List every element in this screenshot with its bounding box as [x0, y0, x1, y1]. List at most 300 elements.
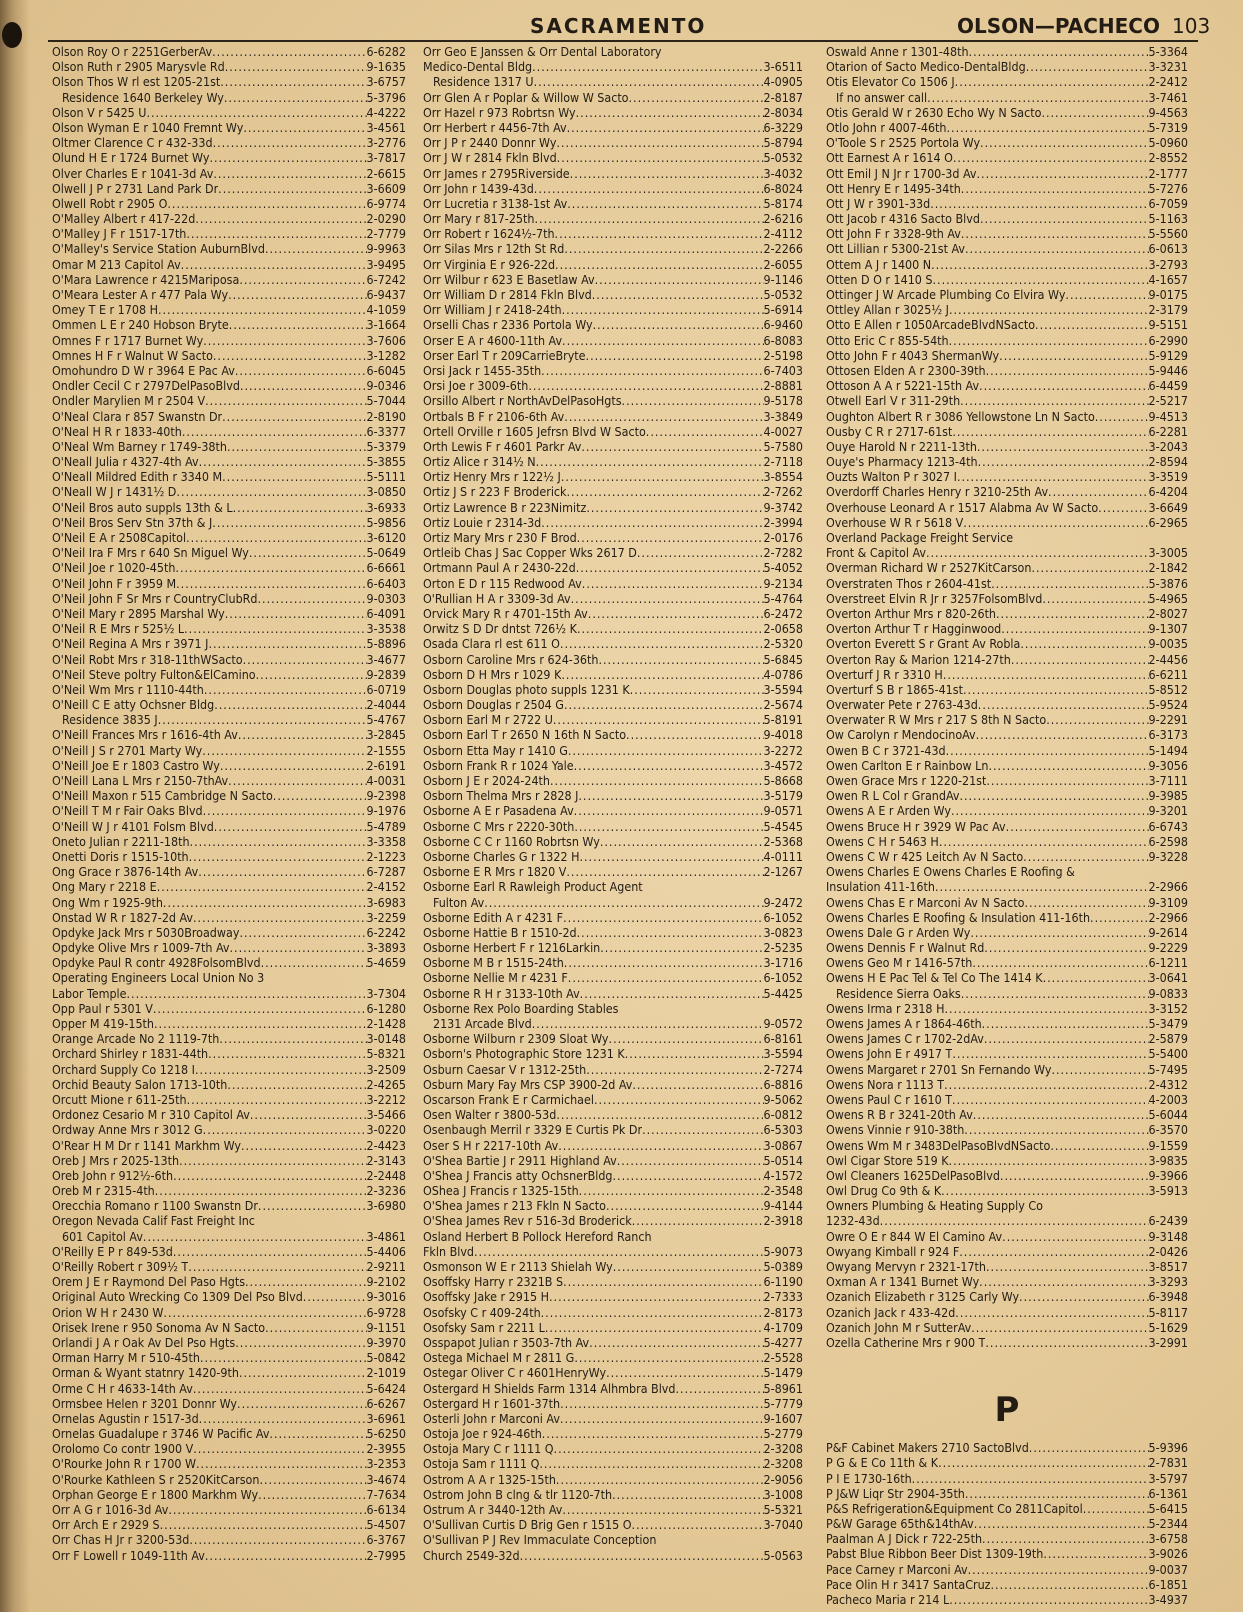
listing-name: O'Neil E A r 2508Capitol [52, 530, 187, 545]
listing-name: Owens H E Pac Tel & Tel Co The 1414 K [826, 970, 1043, 986]
listing-name: Overman Richard W r 2527KitCarson [826, 560, 1032, 576]
listing-phone: 4-4222 [366, 104, 406, 120]
listing-name: Oswald Anne r 1301-48th [826, 44, 969, 59]
dot-leader [570, 166, 764, 181]
listing-row [826, 1138, 1188, 1153]
listing-row [52, 469, 406, 484]
dot-leader [214, 697, 366, 712]
listing-name: Ortiz Louie r 2314-3d [423, 514, 542, 530]
listing-name: Ottley Allan r 3025½ J [826, 302, 949, 318]
dot-leader [586, 348, 764, 363]
listing-phone: 5-8961 [763, 1380, 803, 1396]
listing-phone: 6-0613 [1148, 241, 1188, 257]
listing-name: Orecchia Romano r 1100 Swanstn Dr [52, 1198, 258, 1214]
dot-leader [203, 1122, 367, 1137]
listing-row [52, 1289, 406, 1304]
listing-phone: 3-3231 [1148, 59, 1188, 75]
dot-leader [973, 1107, 1149, 1122]
listing-row [52, 1411, 406, 1426]
listing-name: O'Neill W J r 4101 Folsm Blvd [52, 818, 214, 834]
listing-phone: 2-1842 [1148, 560, 1188, 576]
dot-leader [986, 1259, 1149, 1274]
listing-row [423, 1548, 803, 1563]
listing-phone: 2-1223 [366, 848, 406, 864]
listing-row [826, 530, 1188, 545]
listing-name: Osborne Wilburn r 2309 Sloat Wy [423, 1031, 609, 1047]
listing-name: Ott J W r 3901-33d [826, 195, 931, 211]
listing-name: Owens Vinnie r 910-38th [826, 1122, 965, 1138]
listing-name: Orr Chas H Jr r 3200-53d [52, 1532, 190, 1548]
dot-leader [563, 1274, 763, 1289]
dot-leader [536, 454, 764, 469]
listing-name: Ommen L E r 240 Hobson Bryte [52, 317, 229, 333]
listing-name: Ozanich Elizabeth r 3125 Carly Wy [826, 1289, 1020, 1305]
listing-name: Fulton Av [433, 894, 485, 910]
listing-row [826, 1244, 1188, 1259]
dot-leader [933, 272, 1149, 287]
listing-phone: 2-5879 [1148, 1031, 1188, 1047]
dot-leader [617, 1153, 764, 1168]
listing-phone: 2-3548 [763, 1183, 803, 1199]
dot-leader [974, 1516, 1149, 1531]
listing-name: Osborne M B r 1515-24th [423, 955, 564, 971]
listing-name: Ott Earnest A r 1614 O [826, 150, 953, 166]
listing-name: Osborne Earl R Rawleigh Product Agent [423, 879, 643, 895]
listing-name: Osborne Herbert F r 1216Larkin [423, 940, 601, 956]
listing-phone: 3-1664 [366, 317, 406, 333]
listing-name: Ornelas Guadalupe r 3746 W Pacific Av [52, 1426, 270, 1442]
listing-phone: 6-2472 [763, 605, 803, 621]
dot-leader [203, 803, 367, 818]
dot-leader [181, 257, 367, 272]
listing-row [423, 621, 803, 636]
dot-leader [576, 560, 764, 575]
listing-column-3 [826, 44, 1188, 1604]
listing-row [423, 44, 803, 59]
listing-row [423, 1198, 803, 1213]
listing-phone: 3-0641 [1148, 970, 1188, 986]
dot-leader [1046, 712, 1148, 727]
listing-phone: 5-0514 [763, 1152, 803, 1168]
listing-phone: 5-4425 [763, 985, 803, 1001]
dot-leader [963, 682, 1149, 697]
listing-phone: 4-1657 [1148, 271, 1188, 287]
listing-name: Osborn Earl M r 2722 U [423, 712, 553, 728]
listing-name: O'Neil R E Mrs r 525½ L [52, 621, 185, 637]
dot-leader [237, 1396, 366, 1411]
listing-name: Orr Arch E r 2929 S [52, 1517, 160, 1533]
listing-name: Olwell J P r 2731 Land Park Dr [52, 180, 219, 196]
listing-phone: 4-0031 [366, 773, 406, 788]
dot-leader [555, 226, 764, 241]
listing-phone: 3-5179 [763, 788, 803, 804]
listing-phone: 5-1479 [763, 1365, 803, 1381]
listing-phone: 6-8161 [763, 1031, 803, 1047]
dot-leader [558, 1138, 763, 1153]
listing-name: Ow Carolyn r MendocinoAv [826, 727, 976, 743]
listing-name: Oscarson Frank E r Carmichael [423, 1091, 594, 1107]
listing-row [423, 1259, 803, 1274]
dot-leader [269, 1426, 366, 1441]
listing-phone: 3-5797 [1148, 1470, 1188, 1486]
dot-leader [574, 803, 764, 818]
listing-phone: 5-9524 [1148, 697, 1188, 713]
listing-row [423, 515, 803, 530]
listing-row [826, 1213, 1188, 1228]
listing-row [826, 879, 1188, 894]
listing-name: Ortleib Chas J Sac Copper Wks 2617 D [423, 545, 637, 561]
listing-name: Osborn Caroline Mrs r 624-36th [423, 651, 599, 667]
dot-leader [971, 1320, 1148, 1335]
listing-phone: 3-0148 [366, 1031, 406, 1047]
listing-row [826, 940, 1188, 955]
dot-leader [560, 636, 764, 651]
dot-leader [600, 834, 764, 849]
listing-phone: 2-2448 [366, 1167, 406, 1183]
listing-phone: 5-4789 [366, 818, 406, 834]
listing-row [423, 500, 803, 515]
dot-leader [562, 302, 764, 317]
listing-row [826, 545, 1188, 560]
listing-name: Owl Drug Co 9th & K [826, 1183, 942, 1199]
listing-row [826, 409, 1188, 424]
listing-phone: 5-2344 [1148, 1516, 1188, 1532]
dot-leader [984, 940, 1148, 955]
listing-row [52, 1487, 406, 1502]
listing-phone: 6-1280 [366, 1000, 406, 1016]
listing-phone: 3-7461 [1148, 89, 1188, 105]
dot-leader [606, 1198, 764, 1213]
listing-phone: 9-1559 [1148, 1137, 1188, 1153]
listing-row [826, 484, 1188, 499]
header-name-range: OLSON—PACHECO [957, 14, 1160, 38]
dot-leader [528, 378, 763, 393]
listing-row [423, 1381, 803, 1396]
listing-row [423, 955, 803, 970]
listing-row [52, 773, 406, 788]
listing-phone: 2-7262 [763, 484, 803, 500]
listing-phone: 6-6661 [366, 560, 406, 576]
listing-row [826, 181, 1188, 196]
dot-leader [582, 576, 764, 591]
listing-name: Otto John F r 4043 ShermanWy [826, 347, 1000, 363]
listing-phone: 9-2291 [1148, 712, 1188, 728]
listing-name: Ozanich Jack r 433-42d [826, 1304, 956, 1320]
dot-leader [176, 576, 366, 591]
listing-name: Osborne Charles G r 1322 H [423, 848, 580, 864]
listing-name: Pace Carney r Marconi Av [826, 1561, 968, 1577]
listing-phone: 9-3016 [366, 1289, 406, 1305]
listing-name: O'Malley Albert r 417-22d [52, 211, 196, 227]
listing-phone: 9-2839 [366, 666, 406, 682]
listing-row [423, 257, 803, 272]
listing-name: Osborn Earl T r 2650 N 16th N Sacto [423, 727, 627, 743]
listing-phone: 6-4204 [1148, 484, 1188, 500]
listing-name: Overdorff Charles Henry r 3210-25th Av [826, 484, 1049, 500]
listing-row [826, 500, 1188, 515]
listing-name: O'Rear H M Dr r 1141 Markhm Wy [52, 1137, 241, 1153]
listing-phone: 3-2353 [366, 1456, 406, 1472]
listing-phone: 4-2003 [1148, 1091, 1188, 1107]
listing-name: Osen Walter r 3800-53d [423, 1107, 557, 1123]
listing-name: Pace Olin H r 3417 SantaCruz [826, 1576, 991, 1592]
dot-leader [564, 241, 763, 256]
listing-name: O'Neil Steve poltry Fulton&ElCamino [52, 666, 256, 682]
listing-row [826, 970, 1188, 985]
dot-leader [560, 1411, 764, 1426]
dot-leader [612, 1487, 763, 1502]
listing-phone: 3-2991 [1148, 1334, 1188, 1350]
listing-name: Ortiz Alice r 314½ N [423, 454, 536, 470]
listing-row [52, 1320, 406, 1335]
dot-leader [588, 606, 764, 621]
dot-leader [979, 1274, 1148, 1289]
listing-row [826, 1153, 1188, 1168]
dot-leader [959, 1244, 1148, 1259]
listing-row [52, 864, 406, 879]
listing-name: Owens Chas E r Marconi Av N Sacto [826, 894, 1025, 910]
listing-row [52, 1456, 406, 1471]
dot-leader [204, 682, 367, 697]
listing-phone: 5-8117 [1148, 1304, 1188, 1320]
listing-row [52, 743, 406, 758]
dot-leader [239, 272, 366, 287]
listing-name: Omnes H F r Walnut W Sacto [52, 347, 213, 363]
listing-name: O'Neil Ira F Mrs r 640 Sn Miguel Wy [52, 545, 249, 561]
listing-row [52, 363, 406, 378]
listing-phone: 5-8321 [366, 1046, 406, 1062]
page-number: 103 [1172, 14, 1211, 38]
listing-row [52, 90, 406, 105]
listing-phone: 9-3109 [1148, 894, 1188, 910]
listing-phone: 6-7059 [1148, 195, 1188, 211]
listing-phone: 5-1494 [1148, 742, 1188, 758]
listing-row [52, 1305, 406, 1320]
section-spacer [826, 1350, 1188, 1380]
listing-name: Osspapot Julian r 3503-7th Av [423, 1334, 590, 1350]
dot-leader [520, 1548, 764, 1563]
listing-row [826, 454, 1188, 469]
listing-phone: 2-6055 [763, 256, 803, 272]
listing-phone: 2-4044 [366, 697, 406, 713]
page-binding [0, 0, 30, 1612]
listing-row [826, 135, 1188, 150]
listing-name: O'Neil Bros auto suppls 13th & L [52, 499, 233, 515]
listing-row [826, 1092, 1188, 1107]
dot-leader [240, 378, 367, 393]
listing-row [826, 727, 1188, 742]
listing-row [423, 1107, 803, 1122]
dot-leader [158, 712, 367, 727]
dot-leader [541, 515, 763, 530]
listing-name: O'Shea James Rev r 516-3d Broderick [423, 1213, 632, 1229]
listing-row [423, 135, 803, 150]
listing-name: Owens Margaret r 2701 Sn Fernando Wy [826, 1061, 1052, 1077]
listing-phone: 2-1267 [763, 864, 803, 880]
listing-phone: 9-9963 [366, 241, 406, 257]
listing-row [52, 910, 406, 925]
listing-name: Ostega Michael M r 2811 G [423, 1350, 575, 1366]
listing-row [826, 591, 1188, 606]
listing-row [826, 1046, 1188, 1061]
listing-name: Ouye Harold N r 2211-13th [826, 438, 977, 454]
dot-leader [1065, 287, 1148, 302]
dot-leader [175, 560, 366, 575]
listing-row [52, 74, 406, 89]
listing-phone: 3-1008 [763, 1486, 803, 1502]
dot-leader [964, 1122, 1148, 1137]
listing-phone: 4-0111 [763, 848, 803, 864]
dot-leader [576, 105, 764, 120]
dot-leader [567, 196, 763, 211]
listing-row [423, 166, 803, 181]
listing-phone: 5-4965 [1148, 590, 1188, 606]
listing-row [826, 667, 1188, 682]
listing-row [52, 788, 406, 803]
listing-phone: 2-4456 [1148, 651, 1188, 667]
dot-leader [258, 1487, 366, 1502]
listing-name: Owners Plumbing & Heating Supply Co [826, 1198, 1043, 1214]
listing-phone: 9-1307 [1148, 621, 1188, 637]
listing-name: O'Neil Wm Mrs r 1110-44th [52, 681, 204, 697]
listing-phone: 6-2965 [1148, 514, 1188, 530]
listing-row [52, 1198, 406, 1213]
listing-name: Original Auto Wrecking Co 1309 Del Pso Blvd [52, 1289, 303, 1305]
listing-row [52, 1213, 406, 1228]
dot-leader [978, 454, 1149, 469]
listing-name: Omnes F r 1717 Burnet Wy [52, 332, 204, 348]
listing-row [52, 105, 406, 120]
listing-name: Osborn Etta May r 1410 G [423, 742, 568, 758]
listing-row [826, 469, 1188, 484]
dot-leader [209, 150, 366, 165]
dot-leader [176, 484, 366, 499]
dot-leader [986, 363, 1149, 378]
listing-row [423, 1350, 803, 1365]
listing-phone: 2-6615 [366, 165, 406, 181]
listing-phone: 2-0290 [366, 211, 406, 227]
dot-leader [1024, 895, 1148, 910]
dot-leader [612, 1168, 763, 1183]
dot-leader [577, 621, 764, 636]
listing-row [52, 44, 406, 59]
header-city: SACRAMENTO [530, 14, 707, 38]
dot-leader [613, 1259, 764, 1274]
listing-row [52, 986, 406, 1001]
dot-leader [632, 1213, 764, 1228]
listing-phone: 6-1052 [763, 970, 803, 986]
dot-leader [222, 409, 366, 424]
listing-phone: 3-5594 [763, 681, 803, 697]
listing-row [826, 925, 1188, 940]
dot-leader [235, 1335, 366, 1350]
dot-leader [243, 652, 367, 667]
listing-row [826, 211, 1188, 226]
listing-phone: 3-3519 [1148, 469, 1188, 485]
listing-row [826, 1122, 1188, 1137]
listing-name: Owens James A r 1864-46th [826, 1016, 982, 1031]
listing-name: Orion W H r 2430 W [52, 1304, 164, 1320]
listing-row [423, 424, 803, 439]
dot-leader [1042, 591, 1148, 606]
listing-phone: 6-2598 [1148, 833, 1188, 849]
dot-leader [988, 758, 1148, 773]
listing-name: O'Shea J Francis atty OchsnerBldg [423, 1167, 613, 1183]
listing-name: Ortell Orville r 1605 Jefrsn Blvd W Sacto [423, 423, 646, 439]
listing-phone: 2-3179 [1148, 302, 1188, 318]
listing-row [423, 1168, 803, 1183]
listing-name: O'Neil John F Sr Mrs r CountryClubRd [52, 590, 258, 606]
listing-row [423, 439, 803, 454]
listing-name: Oxman A r 1341 Burnet Wy [826, 1274, 980, 1290]
listing-row [52, 454, 406, 469]
listing-row [52, 1138, 406, 1153]
dot-leader [984, 1031, 1149, 1046]
listing-name: O'Malley J F r 1517-17th [52, 226, 187, 242]
listing-name: Osborn J E r 2024-24th [423, 773, 550, 788]
listing-name: O'Neill C E atty Ochsner Bldg [52, 697, 215, 713]
listing-phone: 6-3948 [1148, 1289, 1188, 1305]
dot-leader [949, 1153, 1149, 1168]
listing-row [826, 788, 1188, 803]
listing-name: Owens Geo M r 1416-57th [826, 955, 973, 971]
listing-name: P I E 1730-16th [826, 1470, 912, 1486]
dot-leader [595, 272, 764, 287]
dot-leader [564, 955, 764, 970]
listing-phone: 6-2990 [1148, 332, 1188, 348]
listing-row [826, 743, 1188, 758]
dot-leader [977, 166, 1149, 181]
listing-row [826, 333, 1188, 348]
listing-name: Ott Henry E r 1495-34th [826, 180, 961, 196]
listing-name: Overton Arthur Mrs r 820-26th [826, 605, 997, 621]
dot-leader [970, 925, 1148, 940]
listing-row [423, 1274, 803, 1289]
listing-phone: 6-9774 [366, 195, 406, 211]
dot-leader [632, 1517, 764, 1532]
listing-name: Osborne Nellie M r 4231 F [423, 970, 568, 986]
dot-leader [1020, 636, 1148, 651]
dot-leader [1031, 560, 1148, 575]
listing-phone: 5-0389 [763, 1259, 803, 1274]
listing-name: Ortiz J S r 223 F Broderick [423, 484, 567, 500]
dot-leader [555, 257, 763, 272]
listing-name: Osborn Douglas photo suppls 1231 K [423, 681, 630, 697]
dot-leader [961, 181, 1149, 196]
dot-leader [198, 864, 366, 879]
listing-row [52, 500, 406, 515]
listing-row [423, 484, 803, 499]
listing-phone: 6-7287 [366, 864, 406, 880]
listing-phone: 7-7634 [366, 1486, 406, 1502]
listing-name: Otis Elevator Co 1506 J [826, 74, 955, 90]
dot-leader [265, 1320, 366, 1335]
listing-name: O'Neal Clara r 857 Swanstn Dr [52, 408, 223, 424]
listing-name: Orsi Joe r 3009-6th [423, 378, 529, 394]
listing-phone: 3-6983 [366, 894, 406, 910]
listing-phone: 9-3966 [1148, 1167, 1188, 1183]
listing-phone: 4-1059 [366, 302, 406, 318]
listing-row [423, 1472, 803, 1487]
dot-leader [143, 1229, 367, 1244]
listing-row [52, 621, 406, 636]
listing-name: Overhouse Leonard A r 1517 Alabma Av W Sacto [826, 499, 1099, 515]
listing-phone: 3-5913 [1148, 1183, 1188, 1199]
listing-name: Orsi Jack r 1455-35th [423, 362, 542, 378]
listing-phone: 5-3855 [366, 454, 406, 470]
listing-phone: 3-0220 [366, 1122, 406, 1138]
listing-row [52, 758, 406, 773]
